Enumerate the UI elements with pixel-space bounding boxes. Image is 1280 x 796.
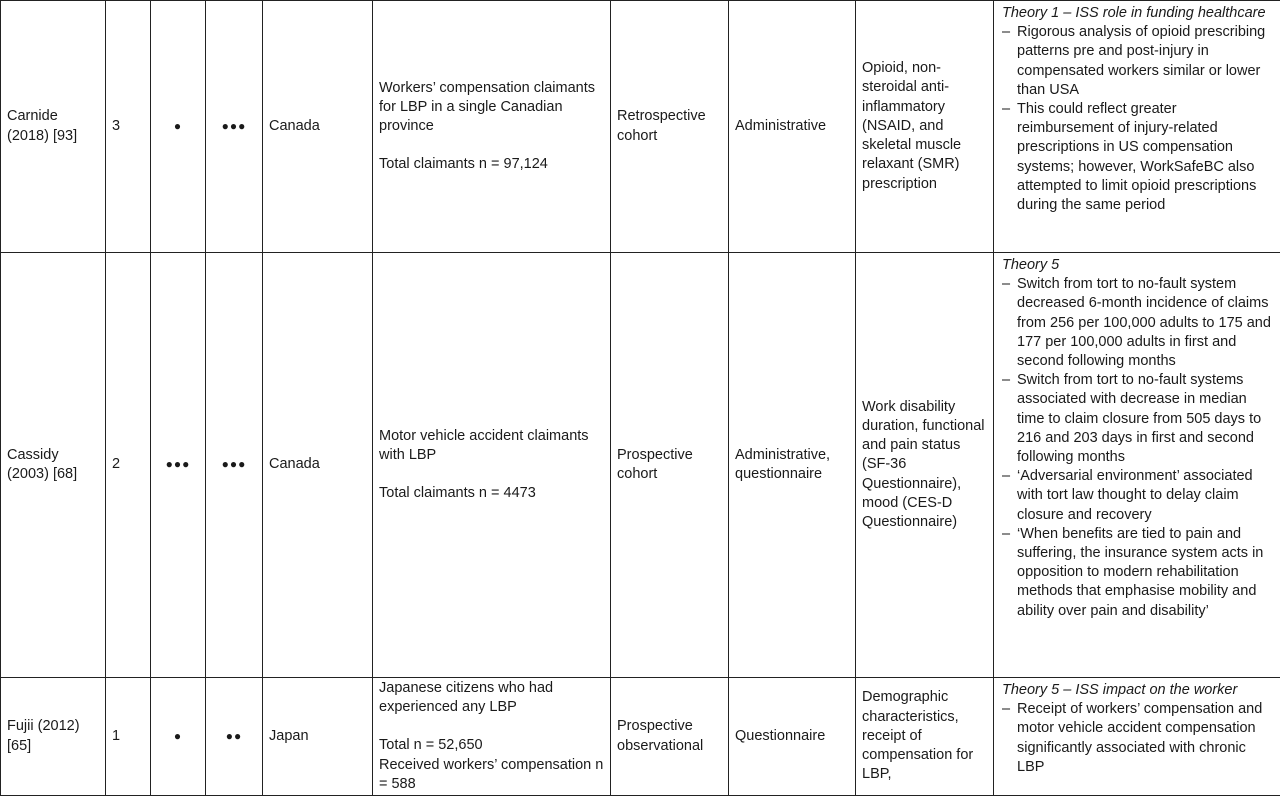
rating-cell: ●●●	[151, 253, 206, 678]
population-text: Japanese citizens who had experienced any LBP	[379, 679, 554, 716]
theory-label: Theory 5 – ISS impact on the worker	[1002, 682, 1238, 698]
list-item: – Switch from tort to no-fault system decreased 6-month incidence of claims from 256 per 100,000 adults to 175 and 177 per 100,000 adults in first and second following months	[1002, 275, 1274, 371]
study-cell: Carnide (2018) [93]	[1, 1, 106, 253]
rating-cell: ●●●	[206, 1, 263, 253]
population-text: Workers’ compensation claimants for LBP in a single Canadian province	[379, 79, 595, 134]
design-cell: Retrospective cohort	[611, 1, 729, 253]
score-cell: 1	[106, 678, 151, 796]
score-cell: 3	[106, 1, 151, 253]
sample-text: Total claimants n = 4473	[379, 485, 536, 502]
list-item: – ‘When benefits are tied to pain and suffering, the insurance system acts in opposition to modern rehabilitation methods that emphasise mobility and ability over pain and disability’	[1002, 525, 1274, 621]
rating-cell: ●	[151, 678, 206, 796]
population-cell	[373, 1, 611, 253]
list-item: – Receipt of workers’ compensation and motor vehicle accident compensation significantly associated with chronic LBP	[1002, 700, 1274, 777]
outcomes-cell: Demographic characteristics, receipt of compensation for LBP,	[856, 678, 994, 796]
list-item: – Switch from tort to no-fault systems associated with decrease in median time to claim closure from 505 days to 216 and 203 days in first and second following months	[1002, 371, 1274, 467]
sample-text: Total n = 52,650	[379, 737, 483, 754]
outcomes-cell: Work disability duration, functional and pain status (SF-36 Questionnaire), mood (CES-D Questionnaire)	[856, 253, 994, 678]
country-cell: Canada	[263, 253, 373, 678]
country-cell: Japan	[263, 678, 373, 796]
findings-cell	[994, 253, 1280, 678]
list-item: – This could reflect greater reimbursement of injury-related prescriptions in US compensation systems; however, WorkSafeBC also attempted to limit opioid prescriptions during the same period	[1002, 100, 1274, 215]
study-cell: Fujii (2012) [65]	[1, 678, 106, 796]
design-cell: Prospective observational	[611, 678, 729, 796]
sample-text-2: Received workers’ compensation n = 588	[379, 756, 604, 792]
table-row	[1, 1, 1280, 253]
rating-cell: ●●●	[206, 253, 263, 678]
table-row	[1, 678, 1280, 796]
theory-label: Theory 1 – ISS role in funding healthcare	[1002, 5, 1266, 21]
findings-list	[1002, 700, 1274, 777]
population-text: Motor vehicle accident claimants with LBP	[379, 427, 589, 463]
list-item: – Rigorous analysis of opioid prescribing patterns pre and post-injury in compensated workers similar or lower than USA	[1002, 23, 1274, 100]
findings-cell	[994, 678, 1280, 796]
findings-cell	[994, 1, 1280, 253]
data-source-cell: Questionnaire	[729, 678, 856, 796]
outcomes-cell: Opioid, non-steroidal anti-inflammatory (NSAID, and skeletal muscle relaxant (SMR) prescription	[856, 1, 994, 253]
findings-list	[1002, 23, 1274, 215]
data-source-cell: Administrative	[729, 1, 856, 253]
list-item: – ‘Adversarial environment’ associated with tort law thought to delay claim closure and recovery	[1002, 467, 1274, 525]
rating-cell: ●●	[206, 678, 263, 796]
theory-label: Theory 5	[1002, 257, 1060, 273]
table-row	[1, 253, 1280, 678]
population-cell	[373, 678, 611, 796]
findings-list	[1002, 275, 1274, 621]
data-source-cell: Administrative, questionnaire	[729, 253, 856, 678]
rating-cell: ●	[151, 1, 206, 253]
study-cell: Cassidy (2003) [68]	[1, 253, 106, 678]
sample-text: Total claimants n = 97,124	[379, 156, 548, 173]
country-cell: Canada	[263, 1, 373, 253]
population-cell	[373, 253, 611, 678]
design-cell: Prospective cohort	[611, 253, 729, 678]
score-cell: 2	[106, 253, 151, 678]
